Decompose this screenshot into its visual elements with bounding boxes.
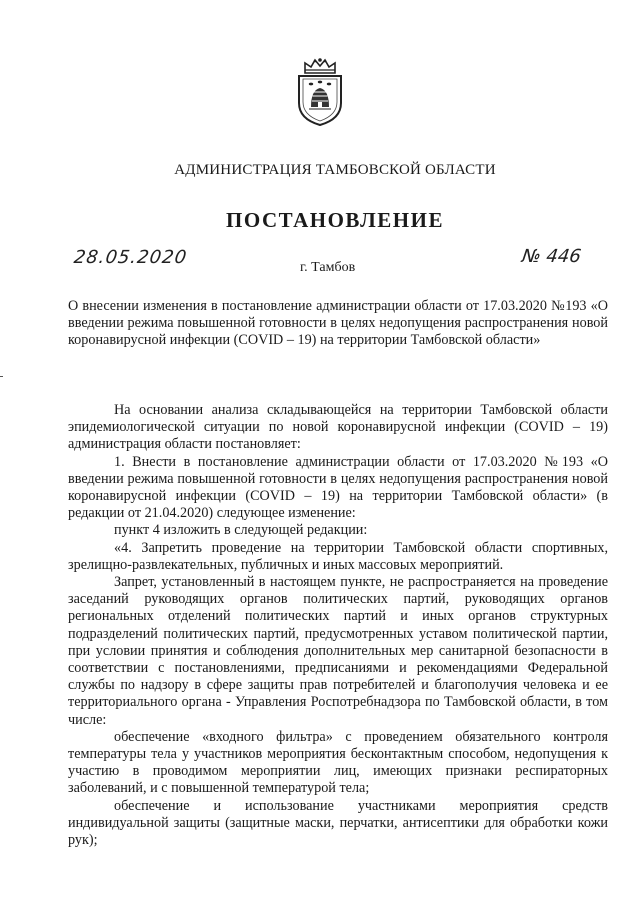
city-label: г. Тамбов bbox=[300, 260, 356, 275]
paragraph-point-4: «4. Запретить проведение на территории Тамбовской области спортивных, зрелищно-развлекательных, публичных и иных массовых мероприятий. bbox=[68, 539, 608, 573]
paragraph-amendment-intro: пункт 4 изложить в следующей редакции: bbox=[114, 522, 368, 539]
paragraph-protective-equipment: обеспечение и использование участниками мероприятия средств индивидуальной защиты (защитные маски, перчатки, антисептики для обработки кожи рук); bbox=[68, 797, 608, 849]
handwritten-date: 28.05.2020 bbox=[72, 247, 189, 268]
handwritten-document-number: № 446 bbox=[520, 246, 583, 267]
paragraph-entry-filter: обеспечение «входного фильтра» с проведением обязательного контроля температуры тела у участников мероприятия бесконтактным способом, недопущения к участию в проводимом мероприятии лиц, имеющих признаки респираторных заболеваний, и с повышенной температурой тела; bbox=[68, 728, 608, 797]
document-subject: О внесении изменения в постановление администрации области от 17.03.2020 №193 «О введении режима повышенной готовности в целях недопущения распространения новой коронавирусной инфекции (COVID – 19) на территории Тамбовской области» bbox=[68, 298, 608, 349]
margin-mark bbox=[0, 376, 3, 377]
paragraph-preamble: На основании анализа складывающейся на территории Тамбовской области эпидемиологической ситуации по новой коронавирусной инфекции (COVID – 19) администрация области постановляет: bbox=[68, 402, 608, 453]
document-body bbox=[68, 402, 608, 849]
issuing-authority: АДМИНИСТРАЦИЯ ТАМБОВСКОЙ ОБЛАСТИ bbox=[174, 162, 496, 178]
document-type-title: ПОСТАНОВЛЕНИЕ bbox=[226, 208, 444, 232]
paragraph-exemption: Запрет, установленный в настоящем пункте, не распространяется на проведение заседаний руководящих органов политических партий, руководящих органов региональных отделений политических партий и иных органов структурных подразделений политических партий, предусмотренных уставом политической партии, при условии принятия и соблюдения дополнительных мер санитарной безопасности в соответствии с постановлениями, предписаниями и рекомендациями Федеральной службы по надзору в сфере защиты прав потребителей и благополучия человека и ее территориального органа - Управления Роспотребнадзора по Тамбовской области, в том числе: bbox=[68, 574, 608, 728]
paragraph-item-1: 1. Внести в постановление администрации области от 17.03.2020 №193 «О введении режима повышенной готовности в целях недопущения распространения новой коронавирусной инфекции (COVID – 19) на территории Тамбовской области» (в редакции от 21.04.2020) следующее изменение: bbox=[68, 453, 608, 522]
tambov-coat-of-arms-icon bbox=[291, 57, 349, 127]
